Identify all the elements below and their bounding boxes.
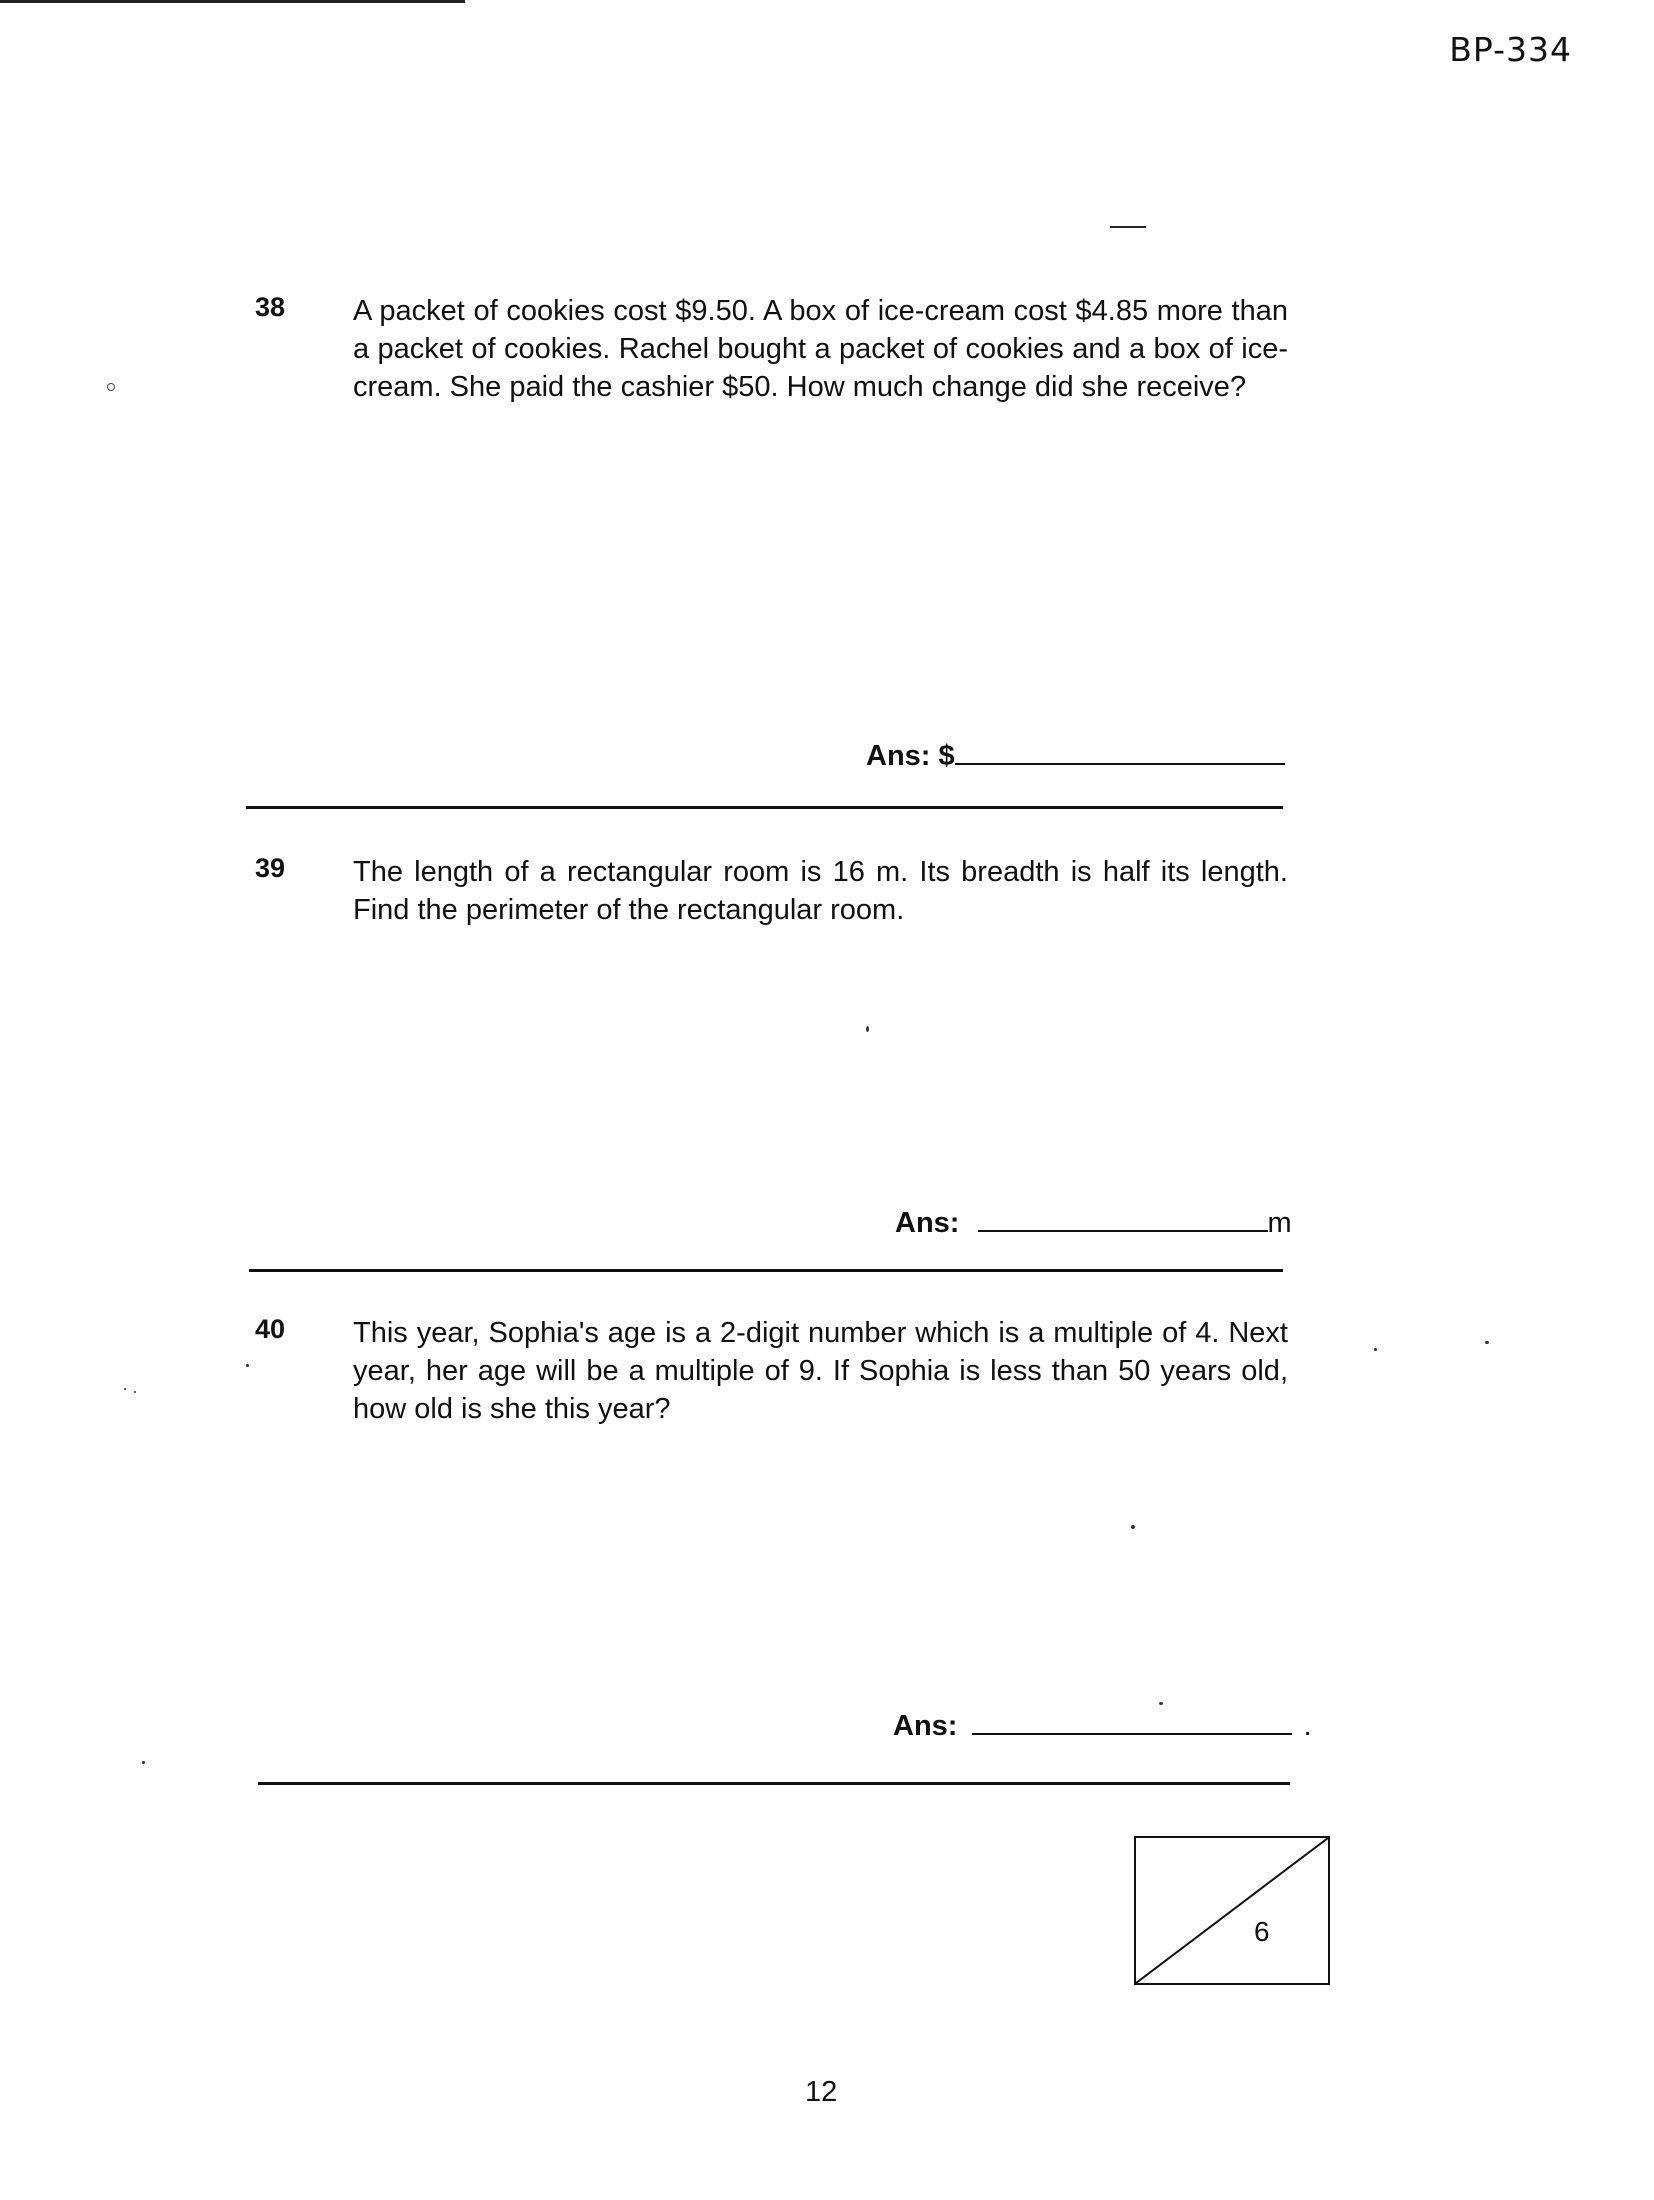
question-38	[255, 292, 1305, 422]
answer-39[interactable]	[895, 1207, 1292, 1240]
scan-speck	[1131, 1525, 1135, 1529]
scan-speck	[134, 1391, 136, 1393]
answer-line[interactable]	[978, 1208, 1268, 1232]
answer-line[interactable]	[972, 1711, 1292, 1735]
question-text: A packet of cookies cost $9.50. A box of ice-cream cost $4.85 more than a packet of cookies. Rachel bought a packet of cookies and a box of ice-cream. She paid the cashier $50. How much change did she receive?	[353, 295, 1288, 403]
question-number: 39	[255, 853, 286, 883]
top-edge-rule	[0, 0, 465, 3]
answer-label: Ans: $	[866, 740, 955, 772]
scan-speck	[1374, 1348, 1377, 1351]
answer-unit: m	[1267, 1207, 1292, 1239]
question-text: This year, Sophia's age is a 2-digit number which is a multiple of 4. Next year, her age will be a multiple of 9. If Sophia is less than 50 years old, how old is she this year?	[353, 1317, 1288, 1425]
scan-speck	[107, 383, 115, 391]
answer-38[interactable]	[866, 740, 1285, 773]
marks-box	[1134, 1836, 1330, 1985]
document-code: BP-334	[1449, 30, 1572, 69]
answer-label: Ans:	[895, 1207, 960, 1239]
marks-box-diagonal	[1136, 1838, 1328, 1983]
question-number: 38	[255, 292, 286, 322]
scan-speck	[1485, 1341, 1489, 1344]
answer-40[interactable]	[893, 1710, 1312, 1743]
scan-speck	[1159, 1702, 1163, 1705]
section-divider	[249, 1269, 1283, 1272]
question-40	[255, 1314, 1305, 1444]
scan-speck	[246, 1364, 249, 1367]
section-divider	[258, 1782, 1290, 1785]
max-marks: 6	[1254, 1916, 1270, 1947]
question-text: The length of a rectangular room is 16 m. Its breadth is half its length. Find the perimeter of the rectangular room.	[353, 856, 1288, 926]
question-39	[255, 853, 1305, 933]
stray-dash-mark	[1110, 226, 1146, 228]
scan-speck	[866, 1026, 869, 1032]
scan-speck	[124, 1388, 126, 1390]
answer-line[interactable]	[955, 741, 1285, 765]
answer-label: Ans:	[893, 1710, 958, 1742]
scan-speck	[142, 1761, 145, 1764]
answer-unit: .	[1303, 1710, 1312, 1742]
page-number: 12	[805, 2076, 838, 2108]
section-divider	[246, 806, 1283, 809]
question-number: 40	[255, 1314, 286, 1344]
